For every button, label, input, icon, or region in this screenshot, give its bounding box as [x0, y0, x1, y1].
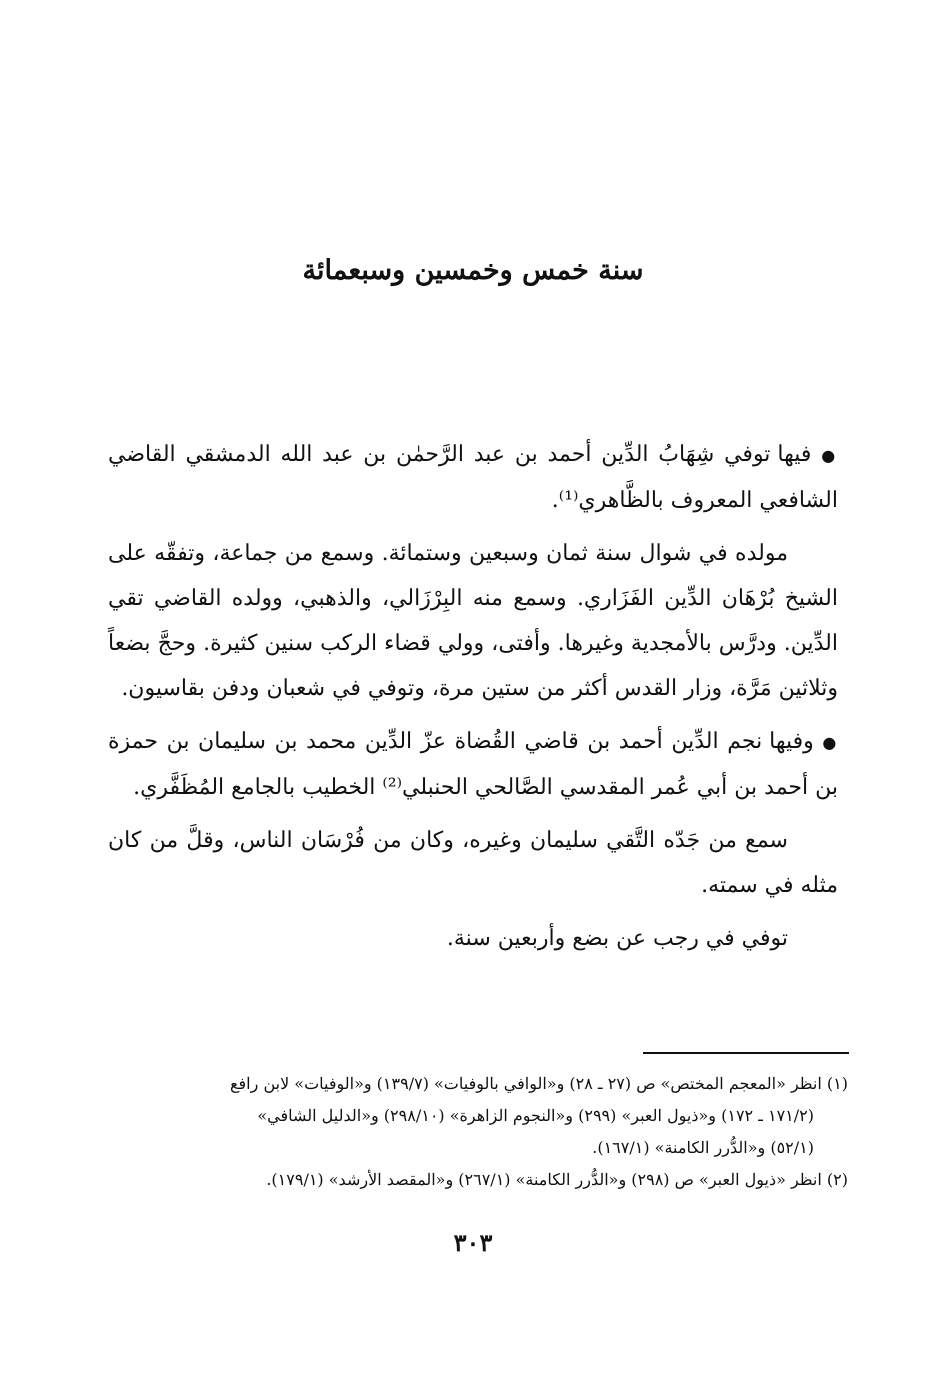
- paragraph-1-text: فيها توفي شِهَابُ الدِّين أحمد بن عبد الرَّحمٰن بن عبد الله الدمشقي القاضي الشافعي المعروف بالظَّاهري⁽¹⁾.: [108, 442, 838, 513]
- paragraph-3-text: وفيها نجم الدِّين أحمد بن قاضي القُضاة عزّ الدِّين محمد بن سليمان بن حمزة بن أحمد بن أبي عُمر المقدسي الصَّالحي الحنبلي⁽²⁾ الخطيب بالجامع المُظَفَّري.: [108, 729, 838, 800]
- footnote-2: (٢) انظر «ذيول العبر» ص (٢٩٨) و«الدُّرر الكامنة» (٢٦٧/١) و«المقصد الأرشد» (١٧٩/١).: [266, 1170, 848, 1189]
- footnote-1-line-1: (١) انظر «المعجم المختص» ص (٢٧ ـ ٢٨) و«الوافي بالوفيات» (١٣٩/٧) و«الوفيات» لابن رافع: [230, 1074, 848, 1093]
- footnotes: [108, 1068, 848, 1196]
- footnote-1-line-2: (١٧١/٢ ـ ١٧٢) و«ذيول العبر» (٢٩٩) و«النجوم الزاهرة» (٢٩٨/١٠) و«الدليل الشافي»: [257, 1106, 814, 1125]
- footnote-1-line-3: (٥٢/١) و«الدُّرر الكامنة» (١٦٧/١).: [592, 1138, 814, 1157]
- paragraph-3: [108, 719, 838, 810]
- paragraph-5: توفي في رجب عن بضع وأربعين سنة.: [446, 926, 788, 951]
- bullet-icon: ●: [821, 446, 838, 465]
- bullet-icon: ●: [822, 733, 838, 752]
- paragraph-1: [108, 432, 838, 523]
- page-number: ٣٠٣: [453, 1228, 493, 1257]
- main-text: [108, 432, 838, 969]
- page-title: سنة خمس وخمسين وسبعمائة: [302, 255, 644, 286]
- paragraph-4: سمع من جَدّه التَّقي سليمان وغيره، وكان من فُرْسَان الناس، وقلَّ من كان مثله في سمته.: [108, 828, 838, 898]
- footnote-separator: [643, 1052, 849, 1054]
- paragraph-2: مولده في شوال سنة ثمان وسبعين وستمائة. وسمع من جماعة، وتفقّه على الشيخ بُرْهَان الدِّين الفَزَاري. وسمع منه البِرْزَالي، والذهبي، وولده القاضي تقي الدِّين. ودرَّس بالأمجدية وغيرها. وأفتى، وولي قضاء الركب سنين كثيرة. وحجَّ بضعاً وثلاثين مَرَّة، وزار القدس أكثر من ستين مرة، وتوفي في شعبان ودفن بقاسيون.: [108, 541, 838, 701]
